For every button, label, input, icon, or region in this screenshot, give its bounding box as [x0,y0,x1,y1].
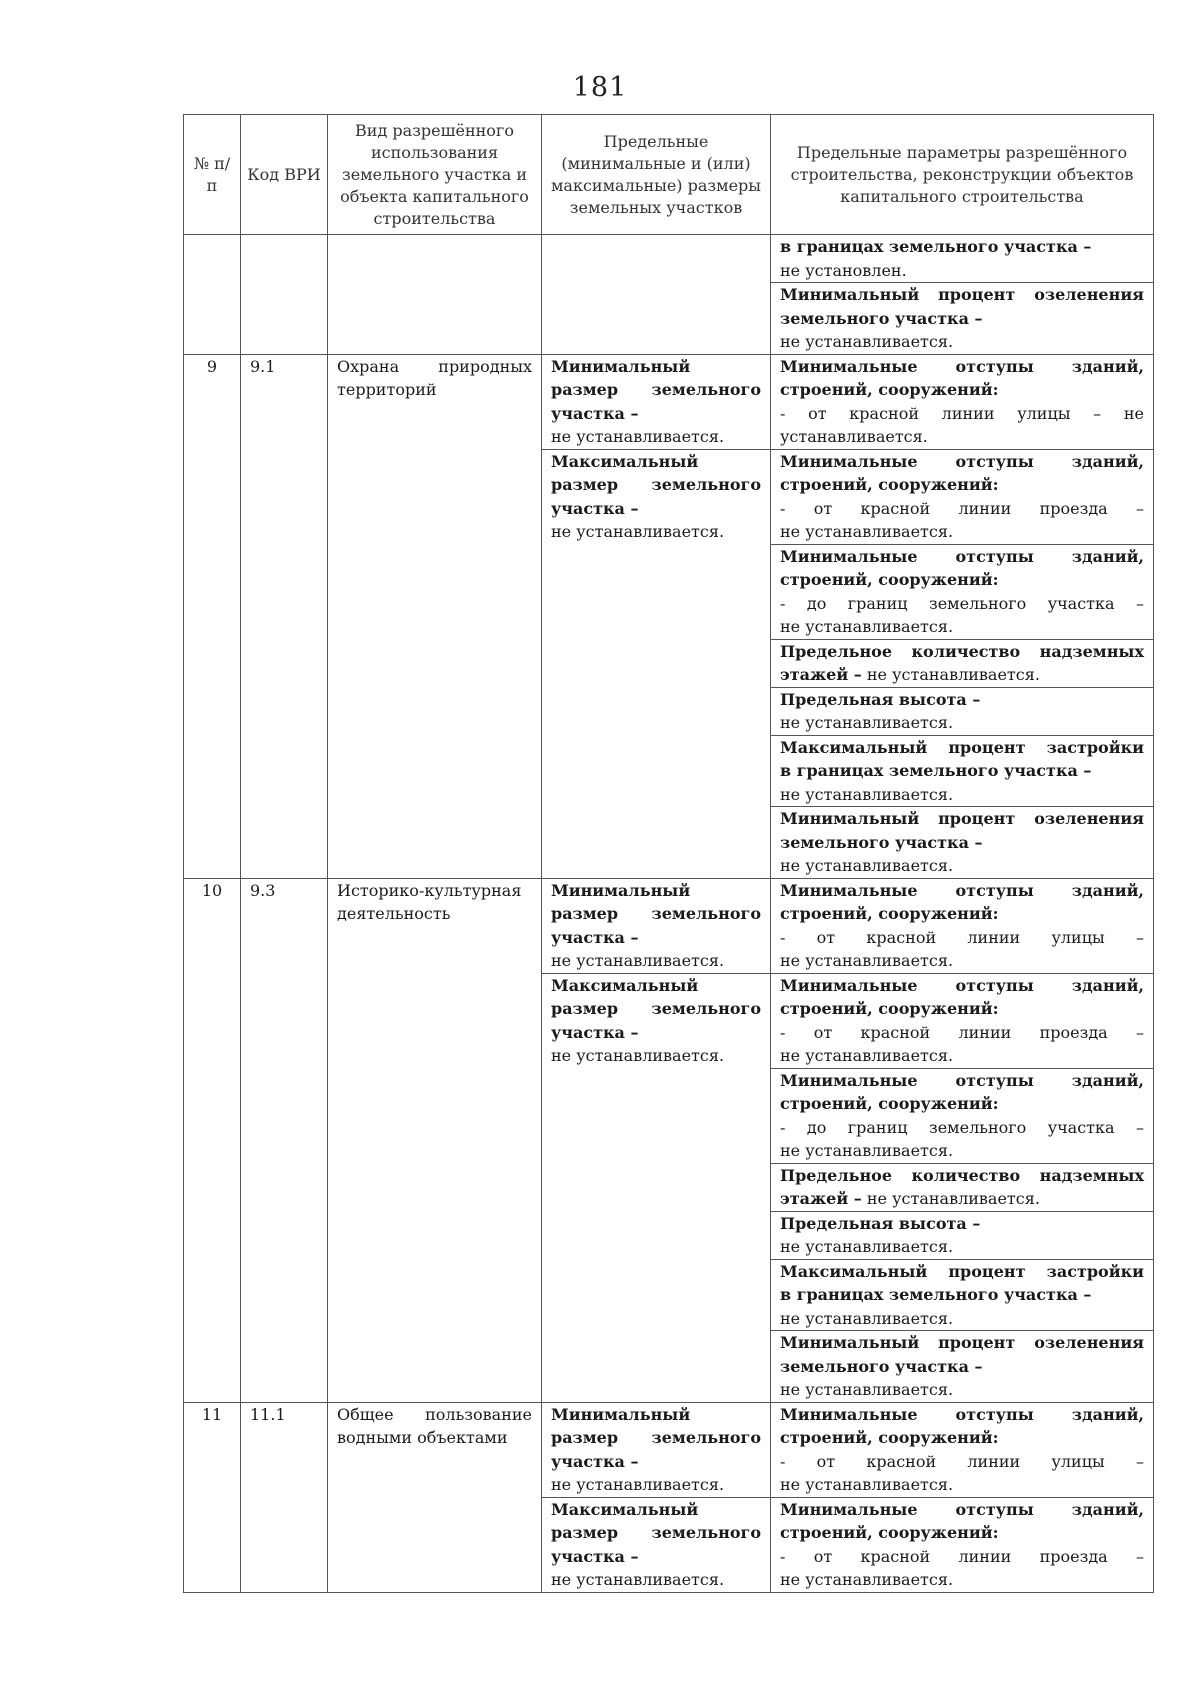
header-sizes: Предельные (минимальные и (или) максимальные) размеры земельных участков [542,115,771,235]
param-title: Минимальный процент озеленения [780,809,1144,828]
cell-code: 9.1 [241,354,328,878]
size-title: участка – [551,498,639,518]
param-value: - до границ земельного участка – [780,593,1144,613]
param-title: строений, сооружений: [780,475,999,494]
size-title: Минимальный [551,356,691,376]
param-title: Минимальные отступы зданий, [780,1499,1144,1519]
param-title: строений, сооружений: [780,1523,999,1542]
cell-max-size [542,1497,771,1592]
page-number: 181 [572,72,628,103]
cell-max-size [542,973,771,1402]
param-value: не устанавливается. [780,1570,954,1589]
cell-code [241,235,328,355]
size-title: размер земельного [551,1523,761,1542]
size-value: не устанавливается. [551,427,725,446]
header-code: Код ВРИ [241,115,328,235]
param-cell [771,1211,1154,1259]
size-title: Минимальный [551,880,691,900]
param-value: не устанавливается. [861,1189,1040,1208]
cell-use [328,235,542,355]
size-value: не устанавливается. [551,522,725,541]
param-value: не устанавливается. [780,1380,954,1399]
param-title: Максимальный процент застройки [780,1261,1144,1281]
param-title: Предельное количество надземных [780,1165,1144,1185]
param-value: не установлен. [780,260,907,280]
param-value: не устанавливается. [780,1308,954,1328]
param-title: строений, сооружений: [780,380,999,399]
continuation-row [184,235,1154,283]
cell-code: 11.1 [241,1402,328,1592]
size-title: Максимальный [551,451,699,471]
cell-use: Охрана природных территорий [328,354,542,878]
param-value: - до границ земельного участка – [780,1117,1144,1137]
param-title: строений, сооружений: [780,904,999,923]
table-row [184,1402,1154,1497]
param-cell [771,449,1154,544]
param-value: не устанавливается. [780,784,954,804]
param-value: - от красной линии улицы – [780,1451,1144,1471]
param-title: строений, сооружений: [780,1428,999,1447]
param-title: Минимальные отступы зданий, [780,1070,1144,1090]
size-title: участка – [551,1451,639,1471]
param-title: Минимальные отступы зданий, [780,546,1144,566]
cell-min-size [542,1402,771,1497]
param-value: не устанавливается. [780,332,954,351]
header-use: Вид разрешённого использования земельного участка и объекта капитального строительства [328,115,542,235]
cell-min-size [542,354,771,449]
size-value: не устанавливается. [551,951,725,970]
param-cell [771,807,1154,879]
cell-use: Историко-культурная деятельность [328,878,542,1402]
param-value: не устанавливается. [780,713,954,732]
param-value: не устанавливается. [780,1475,954,1494]
size-title: размер земельного [551,380,761,399]
table-row [184,354,1154,449]
param-value: не устанавливается. [780,617,954,636]
param-title: Минимальные отступы зданий, [780,451,1144,471]
param-value: не устанавливается. [780,1141,954,1160]
param-title: этажей – [780,1189,862,1208]
param-title: Минимальный процент озеленения [780,1333,1144,1352]
size-title: участка – [551,1022,639,1042]
param-cell [771,354,1154,449]
param-title: земельного участка – [780,308,983,328]
param-cell [771,639,1154,687]
param-cell [771,1163,1154,1211]
cell-num: 11 [184,1402,241,1592]
param-title: строений, сооружений: [780,570,999,589]
param-value: не устанавливается. [780,522,954,541]
param-cell [771,1402,1154,1497]
size-value: не устанавливается. [551,1570,725,1589]
param-title: строений, сооружений: [780,1094,999,1113]
param-cell [771,544,1154,639]
cell-num: 10 [184,878,241,1402]
param-title: Минимальные отступы зданий, [780,1404,1144,1424]
cell-num [184,235,241,355]
param-title: Максимальный процент застройки [780,737,1144,757]
param-title: Минимальный процент озеленения [780,285,1144,304]
param-title: Минимальные отступы зданий, [780,356,1144,376]
param-title: земельного участка – [780,1356,983,1376]
size-value: не устанавливается. [551,1046,725,1065]
param-title: в границах земельного участка – [780,761,1092,780]
regulations-table [183,114,1154,1593]
param-cell [771,973,1154,1068]
param-cell [771,687,1154,735]
size-title: участка – [551,403,639,423]
param-value: - от красной линии проезда – [780,498,1144,518]
size-title: размер земельного [551,999,761,1018]
param-title: Предельная высота – [780,689,981,709]
param-cell [771,1259,1154,1331]
size-title: Максимальный [551,1499,699,1519]
param-value: - от красной линии улицы – не [780,403,1144,423]
param-value: - от красной линии улицы – [780,927,1144,947]
header-params: Предельные параметры разрешённого строительства, реконструкции объектов капитального строительства [771,115,1154,235]
param-value: не устанавливается. [780,1237,954,1256]
param-cell [771,1497,1154,1592]
param-cell [771,235,1154,283]
param-cell [771,1068,1154,1163]
size-value: не устанавливается. [551,1475,725,1494]
param-value: не устанавливается. [780,951,954,970]
size-title: Минимальный [551,1404,691,1424]
param-value: - от красной линии проезда – [780,1022,1144,1042]
param-cell [771,878,1154,973]
size-title: размер земельного [551,475,761,494]
size-title: размер земельного [551,1428,761,1447]
param-cell [771,283,1154,355]
header-row [184,115,1154,235]
param-title: Предельное количество надземных [780,641,1144,661]
param-cell [771,735,1154,807]
cell-max-size [542,449,771,878]
param-title: строений, сооружений: [780,999,999,1018]
param-title: Минимальные отступы зданий, [780,880,1144,900]
size-title: Максимальный [551,975,699,995]
param-title: этажей – [780,665,862,684]
param-title: земельного участка – [780,832,983,852]
param-value: - от красной линии проезда – [780,1546,1144,1566]
param-title: в границах земельного участка – [780,237,1092,256]
size-title: участка – [551,1546,639,1566]
param-title: Минимальные отступы зданий, [780,975,1144,995]
cell-min-size [542,878,771,973]
table-row [184,878,1154,973]
size-title: размер земельного [551,904,761,923]
param-title: Предельная высота – [780,1213,981,1233]
param-value: устанавливается. [780,427,928,446]
param-title: в границах земельного участка – [780,1285,1092,1304]
cell-num: 9 [184,354,241,878]
param-value: не устанавливается. [780,1046,954,1065]
cell-code: 9.3 [241,878,328,1402]
cell-use: Общее пользование водными объектами [328,1402,542,1592]
size-title: участка – [551,927,639,947]
cell-sizes [542,235,771,355]
param-value: не устанавливается. [861,665,1040,684]
param-value: не устанавливается. [780,856,954,875]
param-cell [771,1331,1154,1403]
header-num: № п/п [184,115,241,235]
